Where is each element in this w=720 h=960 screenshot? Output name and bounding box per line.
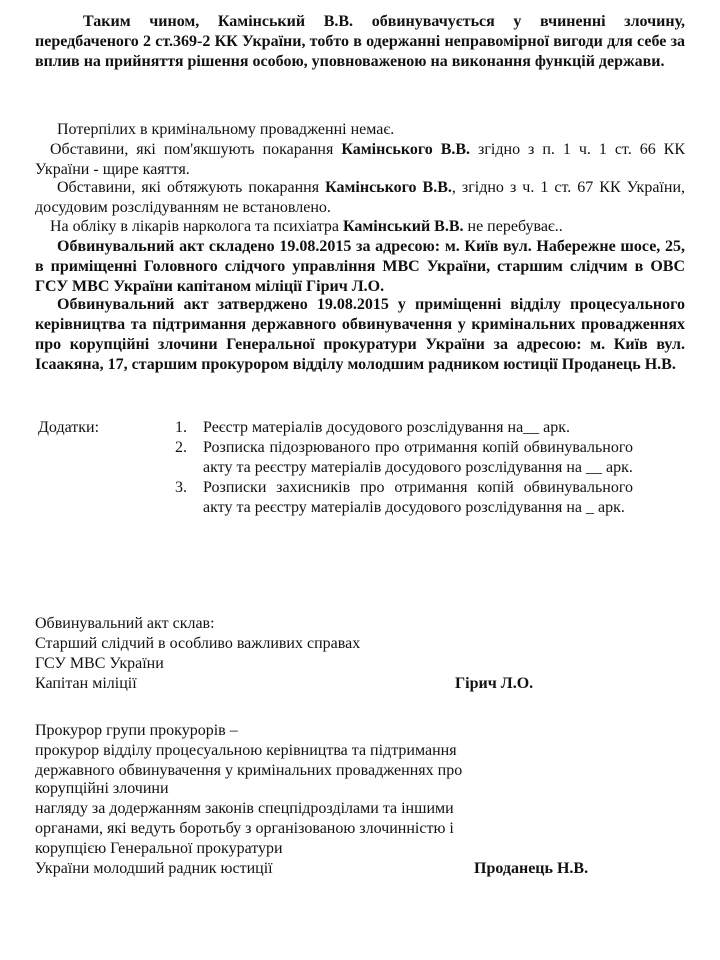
addendum-number: 3. xyxy=(175,479,187,496)
prosecutor-signature-name: Проданець Н.В. xyxy=(474,860,589,877)
aggravating-name: Камінського В.В. xyxy=(325,179,452,196)
prosecutor-line: прокурор відділу процесуальною керівництва та підтримання xyxy=(35,742,457,759)
addenda-list xyxy=(175,418,633,518)
mitigating-circumstances xyxy=(35,140,685,180)
addendum-text: Реєстр матеріалів досудового розслідування на__ арк. xyxy=(203,419,571,436)
act-approved-paragraph: Обвинувальний акт затверджено 19.08.2015 у приміщенні відділу процесуального керівництва та підтримання державного обвинувачення у кримінальних провадженнях про корупційні злочини Генеральної прокуратури України за адресою: м. Київ вул. Ісаакяна, 17, старшим прокурором відділу молодшим радником юстиції Проданець Н.В. xyxy=(35,296,685,373)
compiler-line: Капітан міліції xyxy=(35,675,137,692)
conclusion-paragraph: Таким чином, Камінський В.В. обвинувачується у вчиненні злочину, передбаченого 2 ст.369-2 КК України, тобто в одержанні неправомірної вигоди для себе за вплив на прийняття рішення особою, уповноваженою на виконання функцій держави. xyxy=(35,13,685,70)
registry-prefix: На обліку в лікарів нарколога та психіатра xyxy=(50,218,343,235)
addendum-item xyxy=(175,438,633,478)
addenda-label: Додатки: xyxy=(38,419,100,436)
mitigating-suffix: згідно з п. 1 ч. 1 ст. 66 КК України - щире каяття. xyxy=(35,141,686,178)
compiler-line: Обвинувальний акт склав: xyxy=(35,615,215,632)
compiler-line: ГСУ МВС України xyxy=(35,655,164,672)
act-compiled-paragraph: Обвинувальний акт складено 19.08.2015 за адресою: м. Київ вул. Набережне шосе, 25, в приміщенні Головного слідчого управління МВС України, старшим слідчим в ОВС ГСУ МВС України капітаном міліції Гірич Л.О. xyxy=(35,238,685,295)
medical-registry-statement xyxy=(35,217,685,237)
mitigating-name: Камінського В.В. xyxy=(341,141,471,158)
addendum-text: Розписка підозрюваного про отримання копій обвинувального акту та реєстру матеріалів досудового розслідування на __ арк. xyxy=(203,439,633,476)
prosecutor-line: корупцією Генеральної прокуратури xyxy=(35,840,283,857)
compiler-line: Старший слідчий в особливо важливих справах xyxy=(35,635,361,652)
compiler-signature-name: Гірич Л.О. xyxy=(455,675,534,692)
registry-name: Камінський В.В. xyxy=(343,218,464,235)
prosecutor-line: корупційні злочини xyxy=(35,780,169,797)
prosecutor-line: органами, які ведуть боротьбу з організованою злочинністю і xyxy=(35,820,454,837)
mitigating-prefix: Обставини, які пом'якшують покарання xyxy=(50,141,342,158)
aggravating-suffix: , згідно з ч. 1 ст. 67 КК України, досудовим розслідуванням не встановлено. xyxy=(35,179,685,216)
addendum-item xyxy=(175,478,633,518)
addendum-text: Розписки захисників про отримання копій обвинувального акту та реєстру матеріалів досудового розслідування на _ арк. xyxy=(203,479,633,516)
addendum-item xyxy=(175,418,633,438)
aggravating-circumstances xyxy=(35,178,685,218)
prosecutor-line: Прокурор групи прокурорів – xyxy=(35,722,238,739)
addendum-number: 1. xyxy=(175,419,187,436)
addendum-number: 2. xyxy=(175,439,187,456)
prosecutor-line: державного обвинувачення у кримінальних провадженнях про xyxy=(35,762,463,779)
registry-suffix: не перебуває.. xyxy=(463,218,563,235)
victims-statement: Потерпілих в кримінальному провадженні немає. xyxy=(57,121,395,138)
aggravating-prefix: Обставини, які обтяжують покарання xyxy=(57,179,326,196)
prosecutor-line: України молодший радник юстиції xyxy=(35,860,273,877)
prosecutor-line: нагляду за додержанням законів спецпідрозділами та іншими xyxy=(35,800,454,817)
